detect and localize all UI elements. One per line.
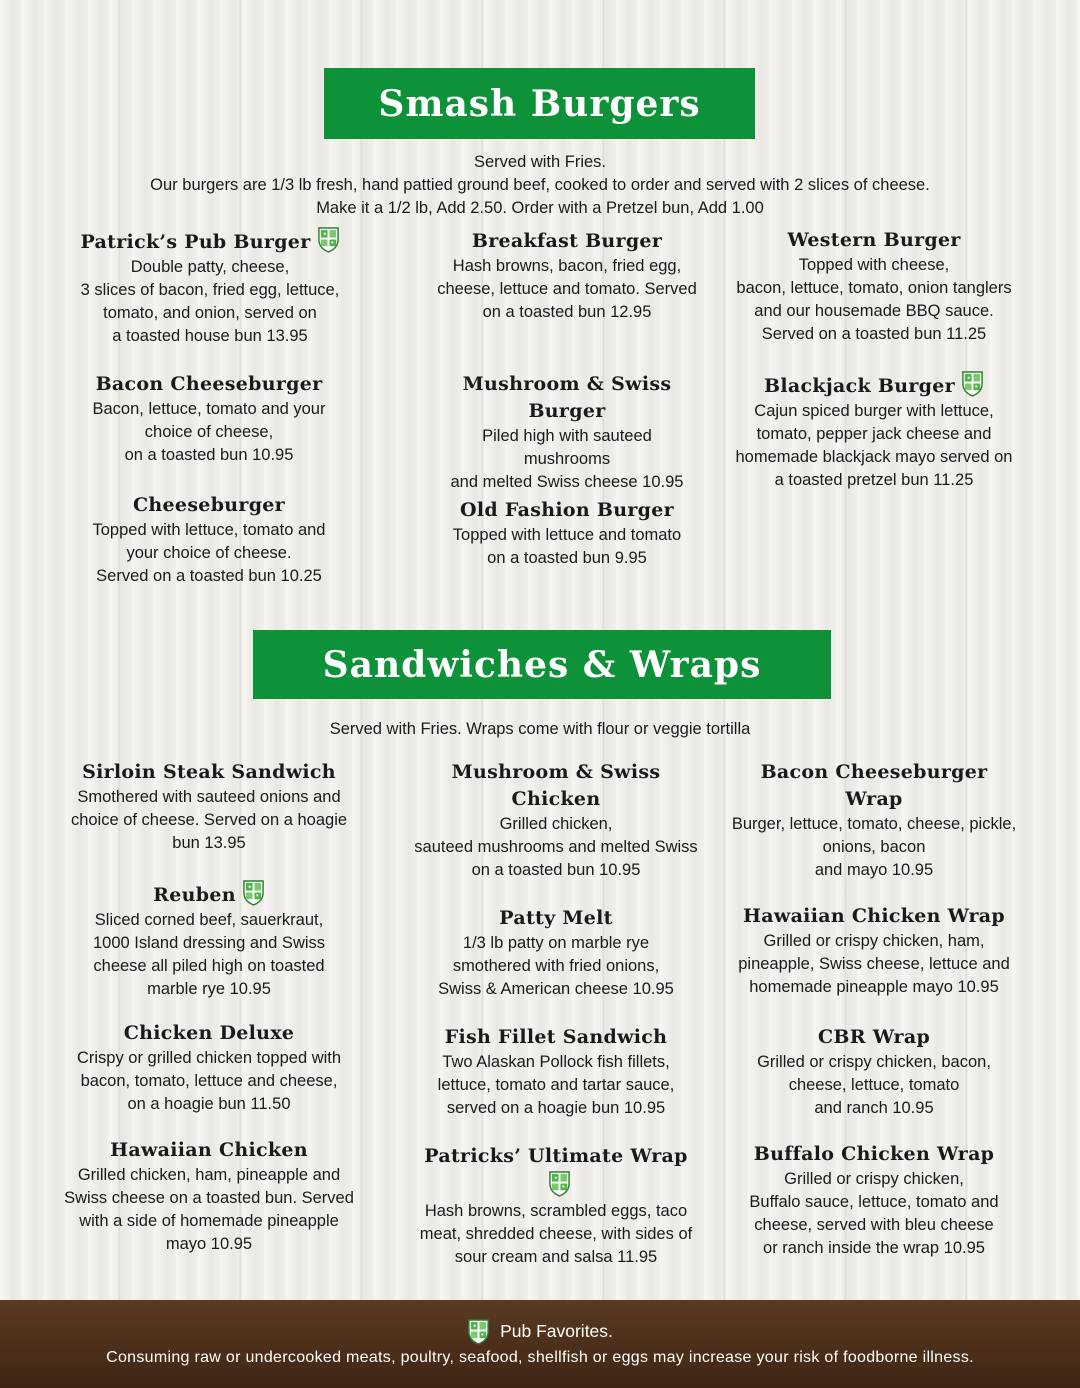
burgers-intro-line: Our burgers are 1/3 lb fresh, hand pattied ground beef, cooked to order and served with 2 slices of cheese. [150,176,930,194]
menu-item-patty-melt [406,905,706,1001]
item-description: Cajun spiced burger with lettuce, tomato, pepper jack cheese and homemade blackjack mayo served on a toasted pretzel bun 11.25 [735,402,1013,489]
menu-item-sirloin-steak-sandwich [49,759,369,855]
pub-favorite-shield-icon [317,226,340,253]
menu-item-breakfast-burger [417,228,717,324]
item-description: Topped with lettuce and tomato on a toasted bun 9.95 [452,526,682,567]
pub-favorite-shield-icon [961,370,984,397]
sandwiches-wraps-banner [253,630,831,699]
item-description: Grilled or crispy chicken, ham, pineapple, Swiss cheese, lettuce and homemade pineapple mayo 10.95 [738,932,1010,996]
item-description: Two Alaskan Pollock fish fillets, lettuce, tomato and tartar sauce, served on a hoagie bun 10.95 [437,1053,675,1117]
smash-burgers-title: Smash Burgers [378,82,701,125]
menu-item-hawaiian-chicken [49,1137,369,1256]
menu-item-cbr-wrap [724,1024,1024,1120]
item-name: Breakfast Burger [471,230,663,252]
item-name: Hawaiian Chicken [110,1139,308,1161]
menu-item-cheeseburger [59,492,359,588]
menu-item-blackjack-burger [724,370,1024,492]
pub-favorites-label: Pub Favorites. [500,1321,613,1341]
burgers-intro-line: Make it a 1/2 lb, Add 2.50. Order with a Pretzel bun, Add 1.00 [316,199,764,217]
item-name: Bacon Cheeseburger Wrap [760,761,988,810]
menu-item-bacon-cheeseburger [59,371,359,467]
item-description: Sliced corned beef, sauerkraut, 1000 Island dressing and Swiss cheese all piled high on toasted marble rye 10.95 [92,911,326,998]
item-description: Grilled chicken, ham, pineapple and Swiss cheese on a toasted bun. Served with a side of homemade pineapple mayo 10.95 [64,1166,354,1253]
menu-item-mushroom-swiss-chicken [406,759,706,882]
item-name: Cheeseburger [133,494,285,516]
smash-burgers-banner [324,68,755,139]
item-description: Burger, lettuce, tomato, cheese, pickle, onions, bacon and mayo 10.95 [731,815,1017,879]
sandwiches-wraps-title: Sandwiches & Wraps [322,643,762,686]
menu-item-patricks-ultimate-wrap [406,1143,706,1269]
item-name: Mushroom & Swiss Chicken [451,761,661,810]
pub-favorites-legend [0,1318,1080,1345]
item-name: Bacon Cheeseburger [95,373,323,395]
item-name: Reuben [153,884,236,906]
item-name: Old Fashion Burger [460,499,674,521]
item-description: Piled high with sauteed mushrooms and melted Swiss cheese 10.95 [450,427,684,491]
item-name: Patrick’s Pub Burger [80,231,311,253]
item-description: Hash browns, bacon, fried egg, cheese, lettuce and tomato. Served on a toasted bun 12.95 [437,257,697,321]
item-description: 1/3 lb patty on marble rye smothered with fried onions, Swiss & American cheese 10.95 [438,934,674,998]
item-description: Topped with lettuce, tomato and your choice of cheese. Served on a toasted bun 10.25 [92,521,326,585]
menu-item-fish-fillet-sandwich [406,1024,706,1120]
item-name: Patricks’ Ultimate Wrap [424,1145,688,1167]
item-description: Crispy or grilled chicken topped with bacon, tomato, lettuce and cheese, on a hoagie bun 11.50 [76,1049,342,1113]
item-description: Smothered with sauteed onions and choice of cheese. Served on a hoagie bun 13.95 [70,788,348,852]
footer [0,1300,1080,1388]
item-description: Hash browns, scrambled eggs, taco meat, shredded cheese, with sides of sour cream and salsa 11.95 [419,1202,693,1266]
pub-favorite-shield-icon [467,1318,490,1345]
item-name: Patty Melt [499,907,613,929]
item-description: Grilled or crispy chicken, bacon, cheese, lettuce, tomato and ranch 10.95 [757,1053,991,1117]
burgers-intro-line: Served with Fries. [473,153,607,171]
menu-item-western-burger [724,227,1024,346]
item-description: Grilled or crispy chicken, Buffalo sauce, lettuce, tomato and cheese, served with bleu cheese or ranch inside the wrap 10.95 [749,1170,999,1257]
item-name: Fish Fillet Sandwich [444,1026,668,1048]
menu-item-reuben [59,879,359,1001]
food-safety-warning: Consuming raw or undercooked meats, poultry, seafood, shellfish or eggs may increase your risk of foodborne illness. [106,1349,974,1366]
item-name: Western Burger [787,229,961,251]
item-name: Buffalo Chicken Wrap [753,1143,995,1165]
item-description: Bacon, lettuce, tomato and your choice of cheese, on a toasted bun 10.95 [92,400,326,464]
item-name: Hawaiian Chicken Wrap [743,905,1005,927]
item-description: Grilled chicken, sauteed mushrooms and melted Swiss on a toasted bun 10.95 [414,815,698,879]
sandwiches-intro-line: Served with Fries. Wraps come with flour or veggie tortilla [329,720,751,738]
pub-favorite-shield-icon [242,879,265,906]
menu-item-hawaiian-chicken-wrap [724,903,1024,999]
item-name: CBR Wrap [817,1026,931,1048]
item-description: Double patty, cheese, 3 slices of bacon, fried egg, lettuce, tomato, and onion, served on a toasted house bun 13.95 [80,258,340,345]
menu-item-mushroom-swiss-burger [437,371,697,494]
item-name: Sirloin Steak Sandwich [82,761,336,783]
menu-item-old-fashion-burger [417,497,717,570]
item-description: Topped with cheese, bacon, lettuce, tomato, onion tanglers and our housemade BBQ sauce. Served on a toasted bun 11.25 [736,256,1012,343]
burgers-intro [0,151,1080,220]
menu-item-chicken-deluxe [59,1020,359,1116]
item-name: Mushroom & Swiss Burger [462,373,672,422]
menu-item-bacon-cheeseburger-wrap [724,759,1024,882]
menu-item-patricks-pub-burger [60,226,360,348]
item-name: Blackjack Burger [764,375,955,397]
menu-item-buffalo-chicken-wrap [724,1141,1024,1260]
item-name: Chicken Deluxe [123,1022,295,1044]
pub-favorite-shield-icon [548,1170,571,1197]
sandwiches-intro [0,718,1080,741]
